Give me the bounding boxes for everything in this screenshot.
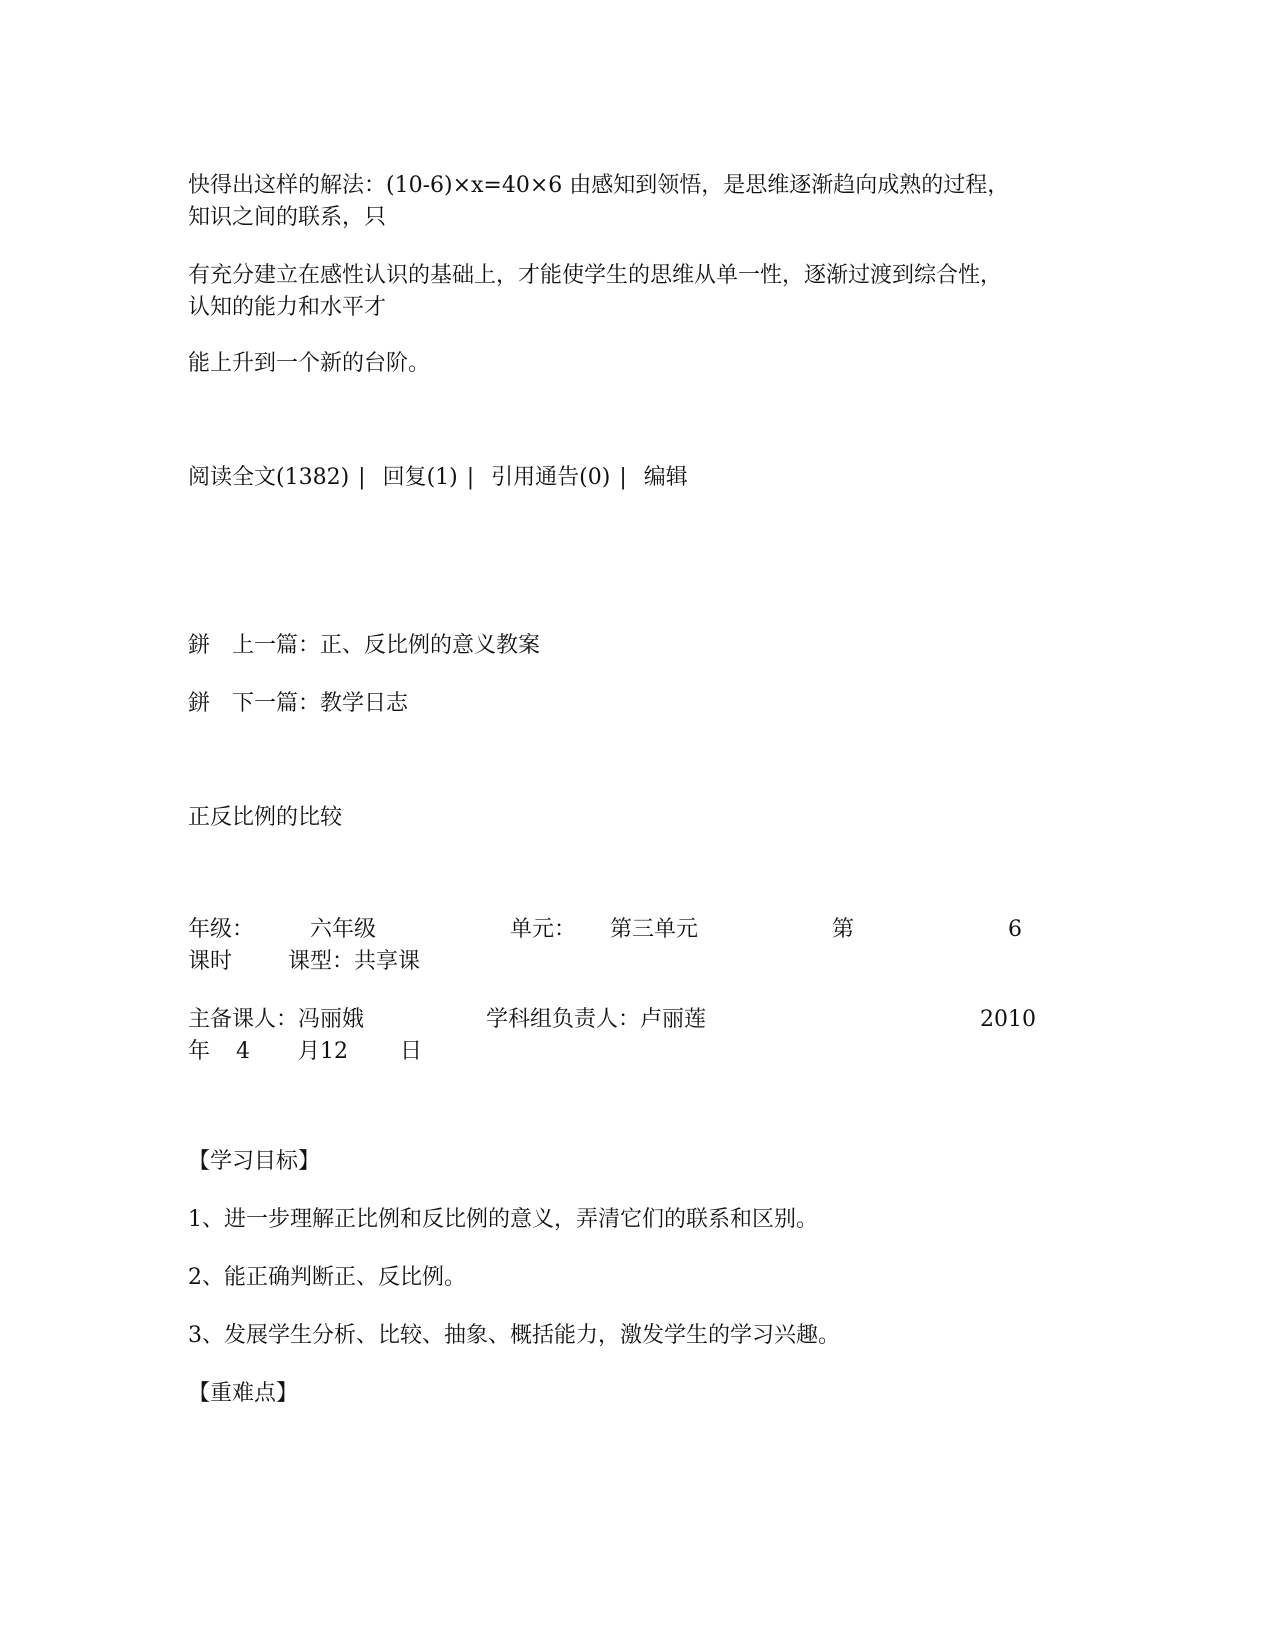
period-suffix: 课时: [188, 949, 233, 974]
date-day-char: 日: [400, 1039, 423, 1064]
period-number: 6: [1008, 917, 1022, 942]
trackback-link[interactable]: 引用通告(0): [491, 465, 611, 490]
difficulty-heading: 【重难点】: [188, 1381, 299, 1406]
paragraph-2-line-1: 有充分建立在感性认识的基础上，才能使学生的思维从单一性，逐渐过渡到综合性，: [188, 263, 1003, 288]
date-month-day: 月12: [298, 1039, 348, 1064]
paragraph-1-line-1: 快得出这样的解法：(10-6)×x=40×6 由感知到领悟，是思维逐渐趋向成熟的过程，: [188, 173, 1010, 198]
bullet-icon: 鉼: [188, 691, 211, 716]
prev-post-nav: [188, 630, 540, 662]
separator: |: [358, 465, 366, 490]
unit-label: 单元：: [510, 917, 577, 942]
paragraph-1-line-2: 知识之间的联系，只: [188, 205, 387, 230]
post-actions-bar: [188, 462, 688, 494]
objective-item: 2、能正确判断正、反比例。: [188, 1265, 466, 1290]
objectives-heading: 【学习目标】: [188, 1149, 321, 1174]
objective-item: 1、进一步理解正比例和反比例的意义，弄清它们的联系和区别。: [188, 1207, 818, 1232]
lesson-title: 正反比例的比较: [188, 805, 343, 830]
paragraph-2-line-2: 认知的能力和水平才: [188, 295, 387, 320]
paragraph-3-line-1: 能上升到一个新的台阶。: [188, 351, 431, 376]
unit-value: 第三单元: [610, 917, 699, 942]
lesson-type: 课型：共享课: [288, 949, 421, 974]
date-month: 4: [236, 1039, 250, 1064]
objective-item: 3、发展学生分析、比较、抽象、概括能力，激发学生的学习兴趣。: [188, 1323, 840, 1348]
next-post-nav: [188, 688, 408, 720]
date-year: 2010: [980, 1007, 1036, 1032]
edit-link[interactable]: 编辑: [643, 465, 688, 490]
next-post-link[interactable]: 下一篇：教学日志: [232, 691, 409, 716]
group-leader: 学科组负责人：卢丽莲: [486, 1007, 707, 1032]
separator: |: [619, 465, 627, 490]
reply-link[interactable]: 回复(1): [382, 465, 458, 490]
grade-label: 年级：: [188, 917, 255, 942]
bullet-icon: 鉼: [188, 633, 211, 658]
prev-post-link[interactable]: 上一篇：正、反比例的意义教案: [232, 633, 541, 658]
date-year-char: 年: [188, 1039, 211, 1064]
separator: |: [466, 465, 475, 490]
grade-value: 六年级: [310, 917, 377, 942]
lead-teacher: 主备课人：冯丽娥: [188, 1007, 365, 1032]
period-prefix: 第: [832, 917, 855, 942]
read-full-link[interactable]: 阅读全文(1382): [188, 465, 350, 490]
